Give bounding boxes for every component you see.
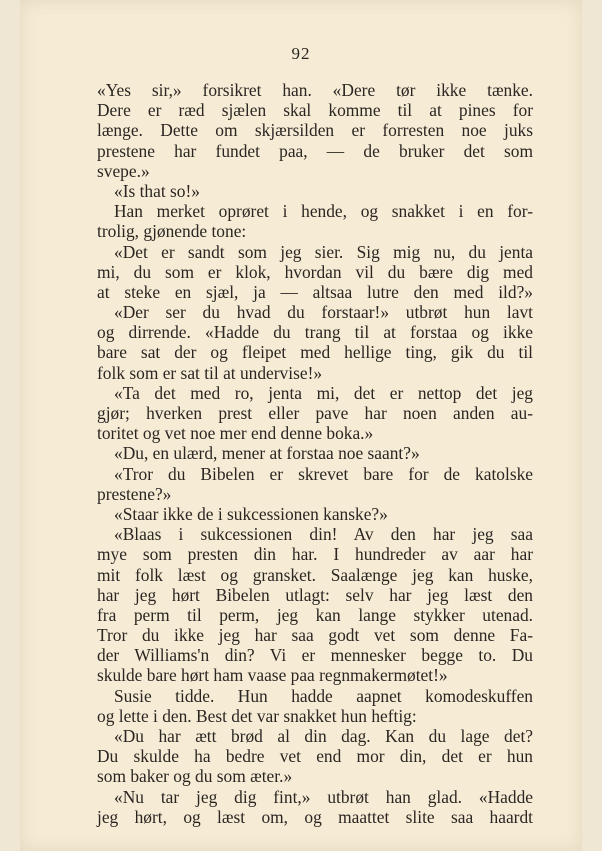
text-line: og dirrende. «Hadde du trang til at forstaa og ikke [97,322,533,343]
text-line: «Ta det med ro, jenta mi, det er nettop det jeg [114,382,533,403]
text-line: mi, du som er klok, hvordan vil du bære dig med [97,261,533,282]
text-line: «Du har ætt brød al din dag. Kan du lage det? [114,726,533,746]
text-line: «Det er sandt som jeg sier. Sig mig nu, du jenta [114,241,533,262]
text-line: at steke en sjæl, ja — altsaa lutre den med ild?» [97,281,533,302]
text-line: fra perm til perm, jeg kan lange stykker utenad. [97,604,533,625]
text-line: toritet og vet noe mer end denne boka.» [97,423,374,444]
text-line: «Tror du Bibelen er skrevet bare for de katolske [114,463,533,484]
text-line: prestene?» [97,483,172,504]
text-line: har jeg hørt Bibelen utlagt: selv har jeg læst den [97,584,533,605]
text-line: trolig, gjønende tone: [97,221,247,242]
text-line: prestene har fundet paa, — de bruker det som [97,140,533,161]
text-line: Du skulde ha bedre vet end mor din, det er hun [97,746,533,767]
body-text [97,80,533,827]
text-line: Susie tidde. Hun hadde aapnet komodeskuffen [114,685,533,706]
text-line: gjør; hverken prest eller pave har noen anden au- [97,403,533,423]
text-line: der Williams'n din? Vi er mennesker begge to. Du [97,645,533,666]
text-line: og lette i den. Best det var snakket hun heftig: [97,705,417,726]
text-line: bare sat der og fleipet med hellige ting, gik du til [97,342,533,363]
text-line: Han merket oprøret i hende, og snakket i en for- [114,201,533,222]
text-line: «Yes sir,» forsikret han. «Dere tør ikke tænke. [97,80,533,100]
text-line: mye som presten din har. I hundreder av aar har [97,544,533,565]
text-line: mit folk læst og gransket. Saalænge jeg kan huske, [97,564,533,585]
text-line: svepe.» [97,160,150,181]
text-line: jeg hørt, og læst om, og maattet slite saa haardt [97,806,533,827]
text-line: «Du, en ulærd, mener at forstaa noe saant?» [114,443,420,464]
text-line: Tror du ikke jeg har saa godt vet som denne Fa- [97,625,533,646]
text-line: folk som er sat til at undervise!» [97,362,323,383]
text-line: længe. Dette om skjærsilden er forresten noe juks [97,120,533,141]
text-line: «Der ser du hvad du forstaar!» utbrøt hun lavt [114,302,533,323]
text-line: som baker og du som æter.» [97,766,293,787]
text-line: Dere er ræd sjælen skal komme til at pines for [97,100,533,121]
text-line: «Nu tar jeg dig fint,» utbrøt han glad. «Hadde [114,786,533,807]
text-line: skulde bare hørt ham vaase paa regnmakermøtet!» [97,665,448,686]
text-line: «Blaas i sukcessionen din! Av den har jeg saa [114,524,533,545]
text-line: «Staar ikke de i sukcessionen kanske?» [114,503,388,524]
text-line: «Is that so!» [114,180,200,201]
page-number: 92 [291,44,311,63]
